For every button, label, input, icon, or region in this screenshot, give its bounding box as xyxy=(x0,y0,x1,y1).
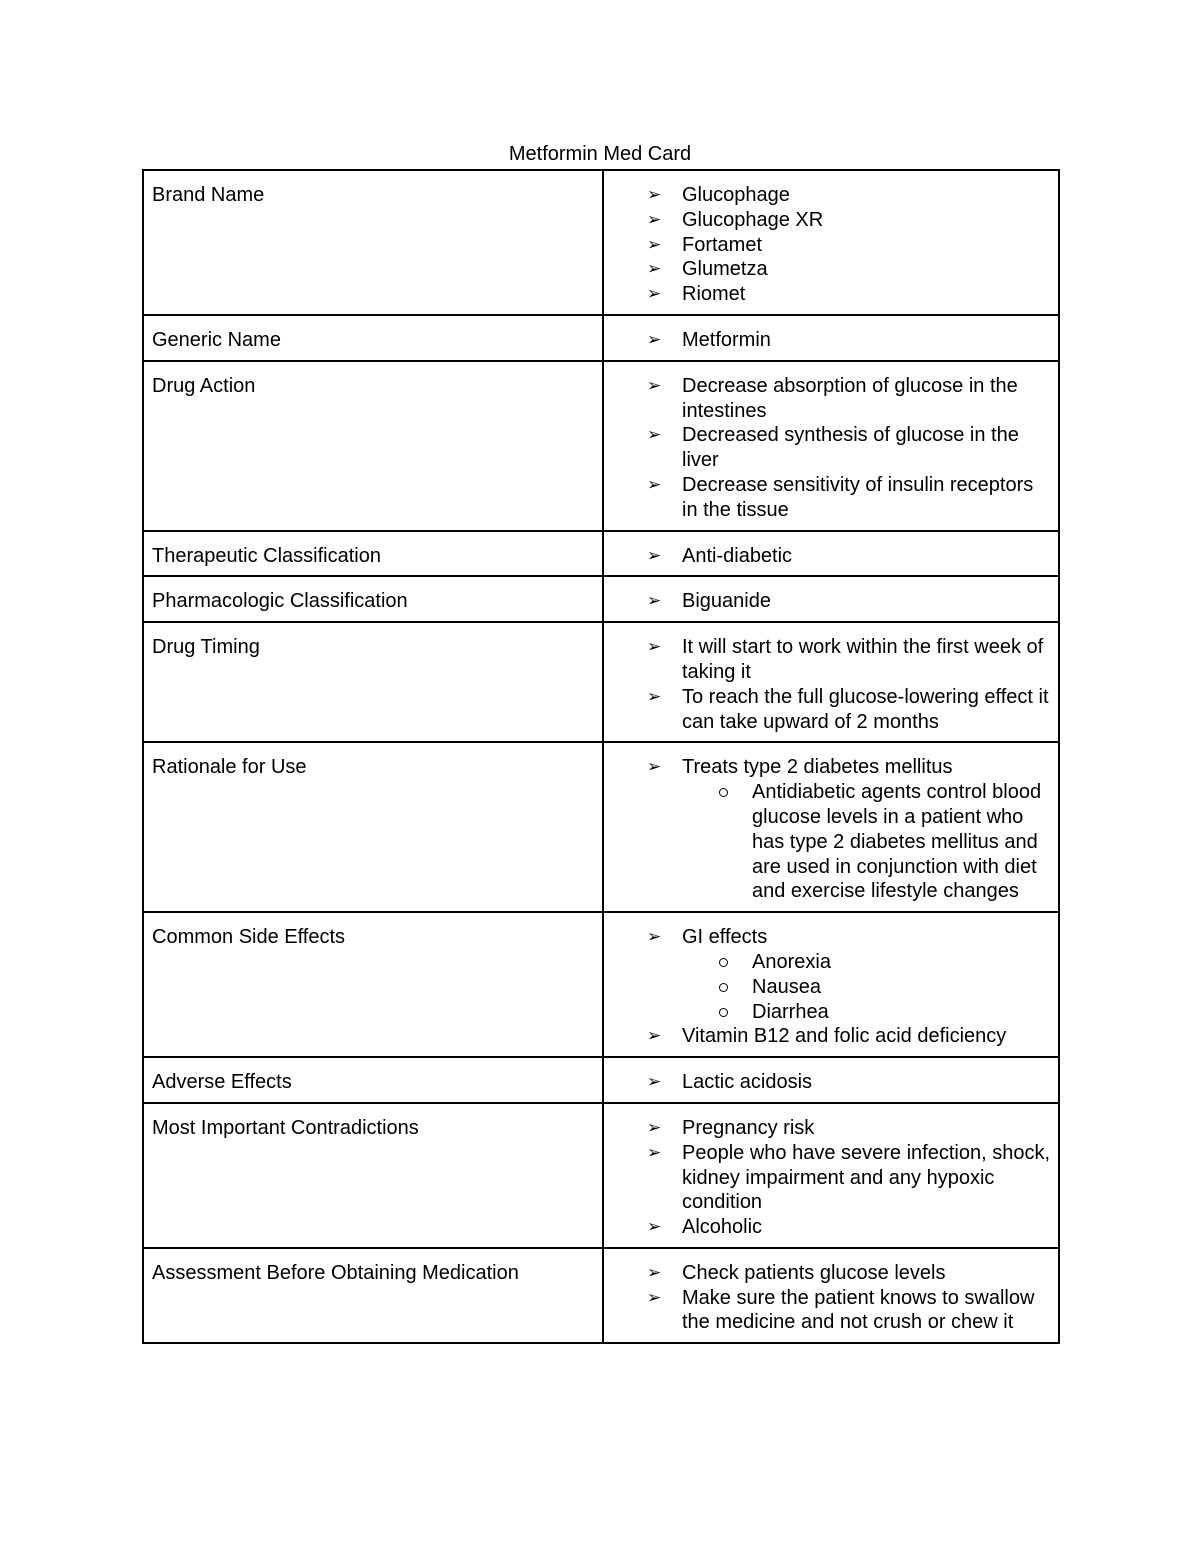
row-values xyxy=(603,531,1059,577)
bullet-item xyxy=(682,473,1050,523)
bullet-item xyxy=(682,635,1050,685)
bullet-list xyxy=(612,1070,1050,1095)
bullet-item xyxy=(682,374,1050,424)
bullet-item xyxy=(682,1024,1050,1049)
table-row xyxy=(143,1057,1059,1103)
bullet-list xyxy=(612,374,1050,523)
row-values xyxy=(603,170,1059,315)
table-row xyxy=(143,622,1059,742)
bullet-list xyxy=(612,183,1050,307)
row-values xyxy=(603,1248,1059,1343)
row-label: Drug Action xyxy=(143,361,603,531)
bullet-item xyxy=(682,233,1050,258)
bullet-item xyxy=(682,1070,1050,1095)
bullet-text: Riomet xyxy=(682,283,746,306)
row-values xyxy=(603,622,1059,742)
bullet-text: People who have severe infection, shock, kidney impairment and any hypoxic condition xyxy=(682,1141,1050,1214)
sub-bullet-item: Diarrhea xyxy=(752,1000,1050,1025)
row-label: Assessment Before Obtaining Medication xyxy=(143,1248,603,1343)
bullet-item xyxy=(682,423,1050,473)
row-values xyxy=(603,361,1059,531)
bullet-text: Metformin xyxy=(682,328,771,351)
bullet-item xyxy=(682,589,1050,614)
bullet-item xyxy=(682,1141,1050,1215)
med-card-table xyxy=(142,169,1060,1344)
bullet-item xyxy=(682,328,1050,353)
bullet-item xyxy=(682,1116,1050,1141)
bullet-item xyxy=(682,208,1050,233)
sub-bullet-item: Anorexia xyxy=(752,950,1050,975)
row-values xyxy=(603,742,1059,912)
bullet-text: Biguanide xyxy=(682,590,771,613)
table-row xyxy=(143,361,1059,531)
bullet-text: GI effects xyxy=(682,926,768,949)
bullet-text: Make sure the patient knows to swallow the medicine and not crush or chew it xyxy=(682,1286,1035,1334)
bullet-list xyxy=(612,755,1050,904)
bullet-list xyxy=(612,635,1050,734)
table-row xyxy=(143,742,1059,912)
bullet-text: It will start to work within the first week of taking it xyxy=(682,636,1044,683)
bullet-text: Decrease absorption of glucose in the intestines xyxy=(682,374,1018,422)
bullet-text: Decrease sensitivity of insulin receptors in the tissue xyxy=(682,473,1034,521)
page-title: Metformin Med Card xyxy=(508,143,692,165)
row-label: Brand Name xyxy=(143,170,603,315)
bullet-text: Treats type 2 diabetes mellitus xyxy=(682,756,953,779)
row-label: Drug Timing xyxy=(143,622,603,742)
bullet-text: Anti-diabetic xyxy=(682,544,793,567)
bullet-text: To reach the full glucose-lowering effect it can take upward of 2 months xyxy=(682,685,1049,733)
sub-bullet-item: Nausea xyxy=(752,975,1050,1000)
bullet-list xyxy=(612,589,1050,614)
row-label: Pharmacologic Classification xyxy=(143,576,603,622)
table-row xyxy=(143,1103,1059,1248)
row-label: Adverse Effects xyxy=(143,1057,603,1103)
bullet-item xyxy=(682,685,1050,735)
bullet-text: Glucophage xyxy=(682,184,790,206)
row-label: Common Side Effects xyxy=(143,912,603,1057)
bullet-text: Alcoholic xyxy=(682,1216,763,1239)
bullet-item xyxy=(682,1286,1050,1336)
row-label: Generic Name xyxy=(143,315,603,361)
bullet-list xyxy=(612,1116,1050,1240)
bullet-item xyxy=(682,1261,1050,1286)
table-row xyxy=(143,315,1059,361)
table-row xyxy=(143,912,1059,1057)
table-row xyxy=(143,531,1059,577)
bullet-list xyxy=(612,925,1050,1049)
sub-bullet-list xyxy=(682,950,1050,1024)
sub-bullet-item: Antidiabetic agents control blood glucose levels in a patient who has type 2 diabetes mellitus and are used in conjunction with diet and exercise lifestyle changes xyxy=(752,780,1050,904)
bullet-item xyxy=(682,1215,1050,1240)
table-row xyxy=(143,576,1059,622)
bullet-list xyxy=(612,328,1050,353)
bullet-text: Vitamin B12 and folic acid deficiency xyxy=(682,1025,1007,1048)
bullet-item xyxy=(682,183,1050,208)
row-values xyxy=(603,1057,1059,1103)
bullet-text: Lactic acidosis xyxy=(682,1071,813,1094)
row-label: Rationale for Use xyxy=(143,742,603,912)
bullet-text: Glumetza xyxy=(682,258,768,281)
bullet-text: Glucophage XR xyxy=(682,208,824,231)
row-label: Therapeutic Classification xyxy=(143,531,603,577)
row-values xyxy=(603,1103,1059,1248)
row-values xyxy=(603,315,1059,361)
sub-bullet-list xyxy=(682,780,1050,904)
bullet-list xyxy=(612,544,1050,569)
med-card-table-body xyxy=(143,170,1059,1343)
row-label: Most Important Contradictions xyxy=(143,1103,603,1248)
table-row xyxy=(143,170,1059,315)
bullet-text: Check patients glucose levels xyxy=(682,1261,946,1284)
bullet-item xyxy=(682,544,1050,569)
bullet-text: Fortamet xyxy=(682,233,763,256)
bullet-item xyxy=(682,282,1050,307)
bullet-text: Pregnancy risk xyxy=(682,1116,815,1139)
bullet-item xyxy=(682,925,1050,1024)
bullet-item xyxy=(682,755,1050,904)
bullet-text: Decreased synthesis of glucose in the liver xyxy=(682,424,1019,472)
row-values xyxy=(603,912,1059,1057)
row-values xyxy=(603,576,1059,622)
bullet-list xyxy=(612,1261,1050,1335)
bullet-item xyxy=(682,257,1050,282)
table-row xyxy=(143,1248,1059,1343)
